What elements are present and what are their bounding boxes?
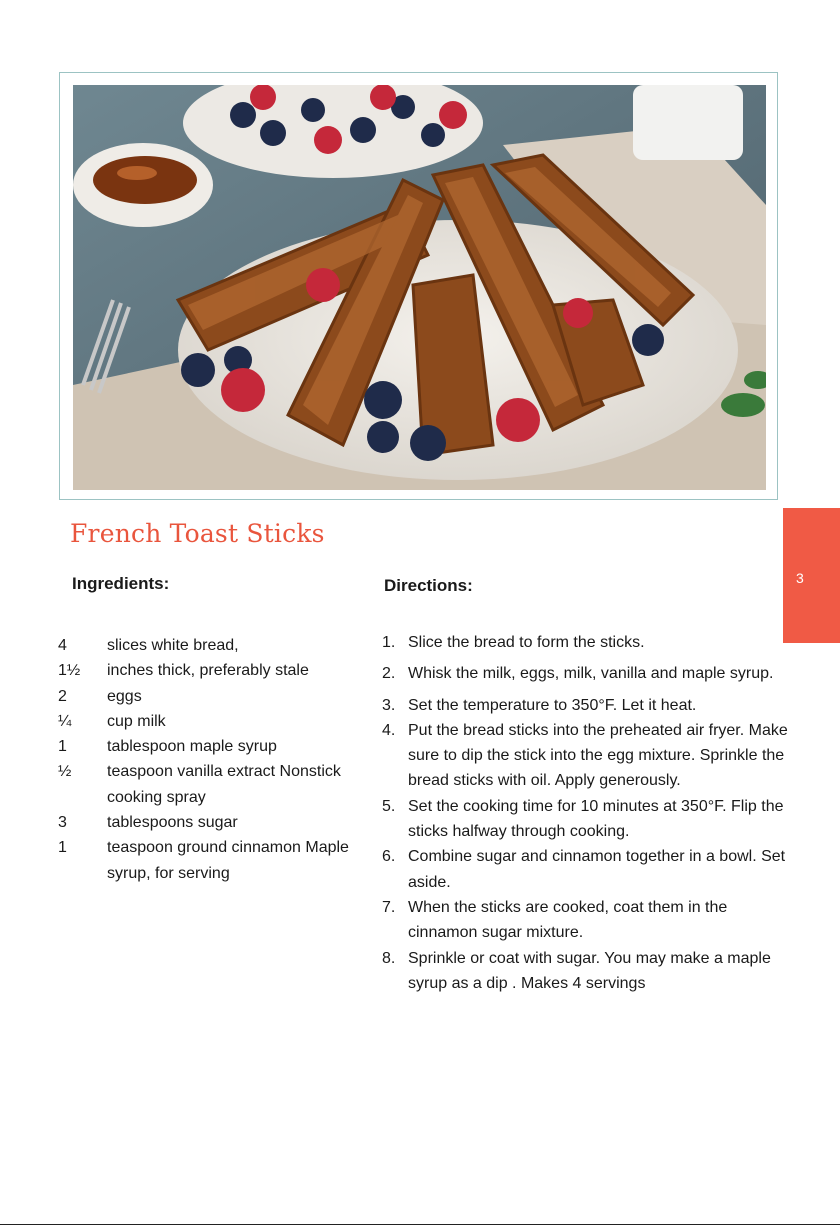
step-text: Put the bread sticks into the preheated air fryer. Make sure to dip the stick into the egg mixture. Sprinkle the bread sticks with oil. Apply generously. <box>408 721 788 790</box>
bottom-rule <box>0 1224 840 1225</box>
step-number: 3. <box>382 696 396 714</box>
recipe-photo-frame <box>59 72 778 500</box>
step-number: 4. <box>382 721 396 739</box>
step-text: Combine sugar and cinnamon together in a bowl. Set aside. <box>408 848 786 891</box>
step-text: Whisk the milk, eggs, milk, vanilla and maple syrup. <box>408 665 774 683</box>
step-number: 8. <box>382 949 396 967</box>
ingredient-text: eggs <box>107 687 142 705</box>
ingredient-qty: ¼ <box>58 712 72 730</box>
ingredient-qty: 2 <box>58 687 67 705</box>
page-tab <box>783 508 840 643</box>
french-toast-sticks-photo <box>73 85 766 490</box>
step-text: When the sticks are cooked, coat them in the cinnamon sugar mixture. <box>408 898 728 942</box>
ingredient-item <box>56 835 376 886</box>
page-number: 3 <box>796 570 804 586</box>
ingredient-text: teaspoon ground cinnamon Maple syrup, for serving <box>107 839 349 882</box>
photo-illustration <box>73 85 766 490</box>
direction-step <box>382 693 792 718</box>
ingredient-text: inches thick, preferably stale <box>107 662 309 680</box>
step-text: Sprinkle or coat with sugar. You may make a maple syrup as a dip . Makes 4 servings <box>408 949 771 992</box>
ingredient-item <box>56 633 376 658</box>
ingredient-text: slices white bread, <box>107 637 239 654</box>
ingredient-item <box>56 658 376 683</box>
ingredient-text: cup milk <box>107 712 166 730</box>
ingredient-qty: 1½ <box>58 662 81 680</box>
directions-heading: Directions: <box>384 576 473 595</box>
ingredient-text: tablespoon maple syrup <box>107 738 277 756</box>
direction-step <box>382 630 792 655</box>
direction-step <box>382 844 792 895</box>
ingredient-item <box>56 709 376 734</box>
step-number: 7. <box>382 898 396 916</box>
ingredient-item <box>56 759 376 810</box>
ingredient-qty: 1 <box>58 839 67 857</box>
direction-step <box>382 794 792 845</box>
ingredients-list <box>56 633 376 886</box>
ingredient-qty: 1 <box>58 738 67 756</box>
ingredient-qty: 3 <box>58 814 67 832</box>
ingredient-item <box>56 810 376 835</box>
ingredient-text: tablespoons sugar <box>107 814 238 832</box>
step-number: 6. <box>382 848 396 866</box>
direction-step <box>382 895 792 946</box>
step-number: 1. <box>382 634 396 651</box>
ingredient-qty: 4 <box>58 637 67 654</box>
direction-step <box>382 946 792 997</box>
step-text: Set the temperature to 350°F. Let it heat. <box>408 696 697 714</box>
directions-list <box>382 630 792 996</box>
direction-step <box>382 718 792 794</box>
ingredient-text: teaspoon vanilla extract Nonstick cooking spray <box>107 763 341 806</box>
step-text: Slice the bread to form the sticks. <box>408 634 645 651</box>
step-number: 2. <box>382 665 396 683</box>
step-text: Set the cooking time for 10 minutes at 350°F. Flip the sticks halfway through cooking. <box>408 797 784 841</box>
step-number: 5. <box>382 797 396 815</box>
recipe-title: French Toast Sticks <box>70 519 325 548</box>
ingredient-item <box>56 734 376 759</box>
ingredient-qty: ½ <box>58 763 72 781</box>
ingredient-item <box>56 684 376 709</box>
ingredients-heading: Ingredients: <box>72 574 170 593</box>
direction-step <box>382 661 792 686</box>
